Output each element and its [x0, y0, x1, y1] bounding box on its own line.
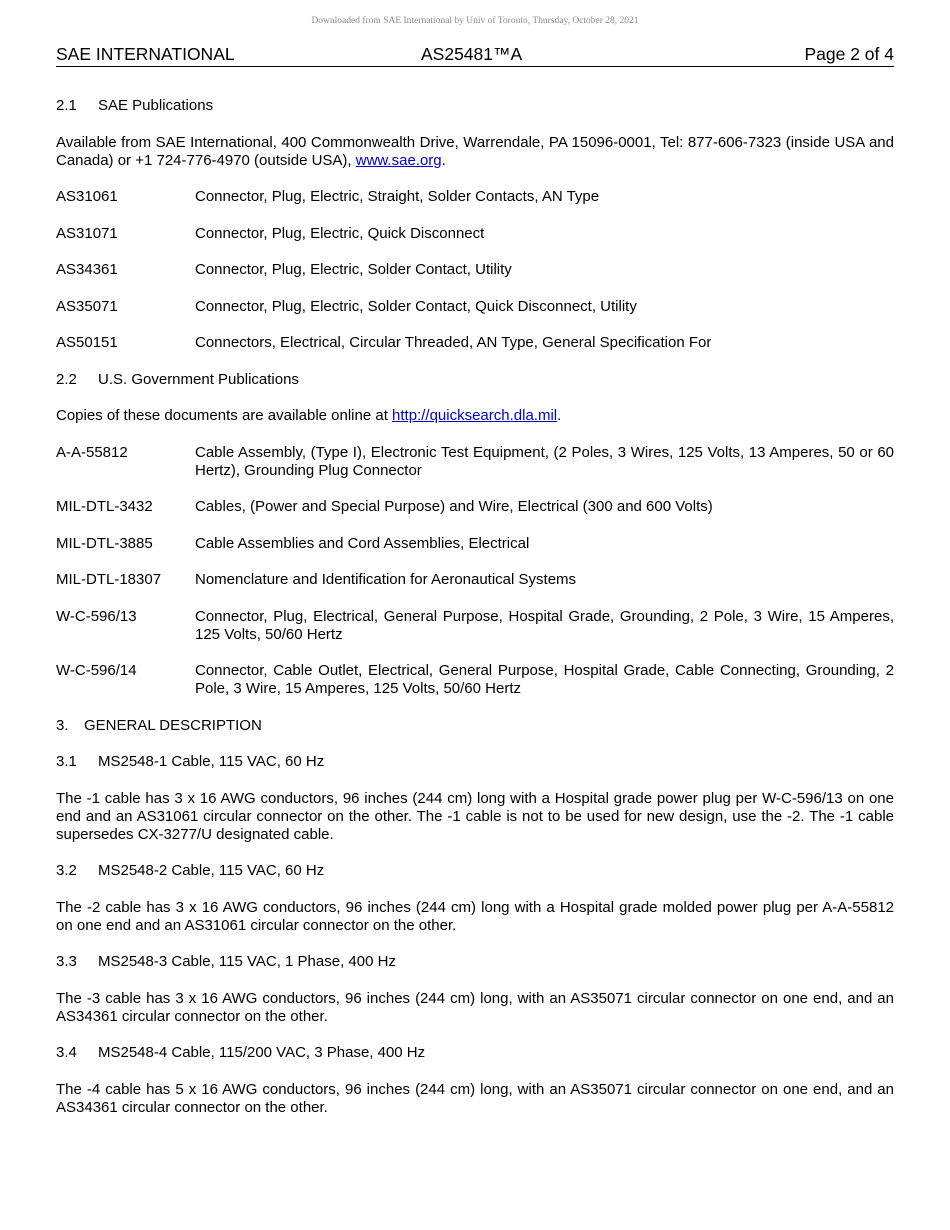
section-title: MS2548-3 Cable, 115 VAC, 1 Phase, 400 Hz: [98, 953, 396, 970]
reference-title: Connectors, Electrical, Circular Threaded, AN Type, General Specification For: [195, 334, 712, 351]
section-paragraph: The -4 cable has 5 x 16 AWG conductors, 96 inches (244 cm) long, with an AS35071 circular connector on one end, and an AS34361 circular connector on the other.: [56, 1080, 894, 1116]
section-heading-3-2: [56, 862, 894, 880]
section-heading-3-4: [56, 1044, 894, 1062]
section-number: 3.1: [56, 753, 77, 770]
sae-website-link[interactable]: www.sae.org: [355, 151, 442, 169]
section-heading-2-2: [56, 371, 894, 389]
reference-title: Connector, Plug, Electric, Straight, Solder Contacts, AN Type: [195, 188, 600, 205]
reference-title: Connector, Plug, Electric, Solder Contact, Quick Disconnect, Utility: [195, 297, 637, 315]
reference-code: W-C-596/13: [56, 607, 137, 625]
section-number: 3.4: [56, 1044, 77, 1061]
header-page-label: Page 2 of 4: [804, 44, 894, 64]
section-heading-3-3: [56, 953, 894, 971]
reference-title: Cable Assembly, (Type I), Electronic Test Equipment, (2 Poles, 3 Wires, 125 Volts, 13 Amperes, 50 or 60 Hertz), Grounding Plug Connector: [195, 443, 894, 479]
quicksearch-link[interactable]: http://quicksearch.dla.mil: [392, 407, 558, 424]
reference-entry: [56, 261, 894, 279]
government-availability-paragraph: [56, 407, 894, 425]
reference-entry: [56, 298, 894, 316]
paragraph-text: Copies of these documents are available online at: [56, 407, 393, 424]
section-paragraph: The -2 cable has 3 x 16 AWG conductors, 96 inches (244 cm) long with a Hospital grade molded power plug per A-A-55812 on one end and an AS31061 circular connector on the other.: [56, 898, 894, 934]
reference-code: MIL-DTL-18307: [56, 571, 162, 588]
reference-entry: [56, 498, 894, 516]
reference-code: AS34361: [56, 261, 118, 278]
section-number: 3.3: [56, 953, 77, 970]
reference-title: Connector, Plug, Electric, Quick Disconnect: [195, 224, 485, 242]
section-number: 3.: [56, 716, 69, 734]
section-title: MS2548-4 Cable, 115/200 VAC, 3 Phase, 400 Hz: [98, 1044, 426, 1061]
sae-availability-paragraph: [56, 134, 894, 170]
section-number: 2.2: [56, 370, 77, 388]
reference-code: AS50151: [56, 334, 118, 351]
reference-title: Cables, (Power and Special Purpose) and Wire, Electrical (300 and 600 Volts): [195, 498, 713, 515]
section-paragraph: The -3 cable has 3 x 16 AWG conductors, 96 inches (244 cm) long, with an AS35071 circular connector on one end, and an AS34361 circular connector on the other.: [56, 989, 894, 1025]
paragraph-end: .: [557, 407, 562, 424]
reference-title: Nomenclature and Identification for Aeronautical Systems: [195, 571, 577, 588]
section-heading-3: [56, 717, 894, 735]
reference-entry: [56, 444, 894, 480]
reference-code: AS31071: [56, 224, 118, 242]
reference-entry: [56, 225, 894, 243]
section-title: MS2548-1 Cable, 115 VAC, 60 Hz: [98, 753, 325, 770]
reference-entry: [56, 535, 894, 553]
section-title: U.S. Government Publications: [98, 370, 299, 388]
section-number: 3.2: [56, 862, 77, 879]
reference-title: Connector, Plug, Electric, Solder Contact, Utility: [195, 261, 512, 278]
section-heading-2-1: [56, 97, 894, 115]
section-title: GENERAL DESCRIPTION: [84, 716, 262, 734]
reference-entry: [56, 188, 894, 206]
reference-code: AS35071: [56, 297, 118, 315]
reference-title: Cable Assemblies and Cord Assemblies, Electrical: [195, 534, 530, 552]
download-notice: Downloaded from SAE International by Univ of Toronto, Thursday, October 28, 2021: [311, 16, 639, 26]
reference-entry: [56, 662, 894, 698]
section-heading-3-1: [56, 753, 894, 771]
paragraph-end: .: [441, 151, 446, 169]
reference-code: MIL-DTL-3432: [56, 498, 153, 515]
reference-code: W-C-596/14: [56, 662, 137, 679]
reference-code: AS31061: [56, 188, 118, 205]
reference-entry: [56, 571, 894, 589]
reference-title: Connector, Plug, Electrical, General Purpose, Hospital Grade, Grounding, 2 Pole, 3 Wire, 15 Amperes, 125 Volts, 50/60 Hertz: [195, 607, 894, 643]
reference-code: A-A-55812: [56, 443, 128, 461]
reference-code: MIL-DTL-3885: [56, 534, 153, 552]
document-body: [56, 97, 894, 1117]
section-paragraph: The -1 cable has 3 x 16 AWG conductors, 96 inches (244 cm) long with a Hospital grade power plug per W-C-596/13 on one end and an AS31061 circular connector on the other. The -1 cable is not to be used for new design, use the -2. The -1 cable supersedes CX-3277/U designated cable.: [56, 789, 894, 843]
running-header: [56, 44, 894, 67]
reference-entry: [56, 608, 894, 644]
section-number: 2.1: [56, 97, 77, 114]
reference-entry: [56, 334, 894, 352]
section-title: MS2548-2 Cable, 115 VAC, 60 Hz: [98, 862, 325, 879]
reference-title: Connector, Cable Outlet, Electrical, General Purpose, Hospital Grade, Cable Connecting, Grounding, 2 Pole, 3 Wire, 15 Amperes, 125 Volts, 50/60 Hertz: [195, 662, 894, 697]
section-title: SAE Publications: [98, 97, 214, 114]
header-document-number: AS25481™A: [421, 44, 523, 64]
header-organization: SAE INTERNATIONAL: [56, 44, 235, 64]
paragraph-text: Available from SAE International, 400 Commonwealth Drive, Warrendale, PA 15096-0001, Tel: 877-606-7323 (inside USA and Canada) or +1 724-776-4970 (outside USA),: [56, 133, 894, 169]
